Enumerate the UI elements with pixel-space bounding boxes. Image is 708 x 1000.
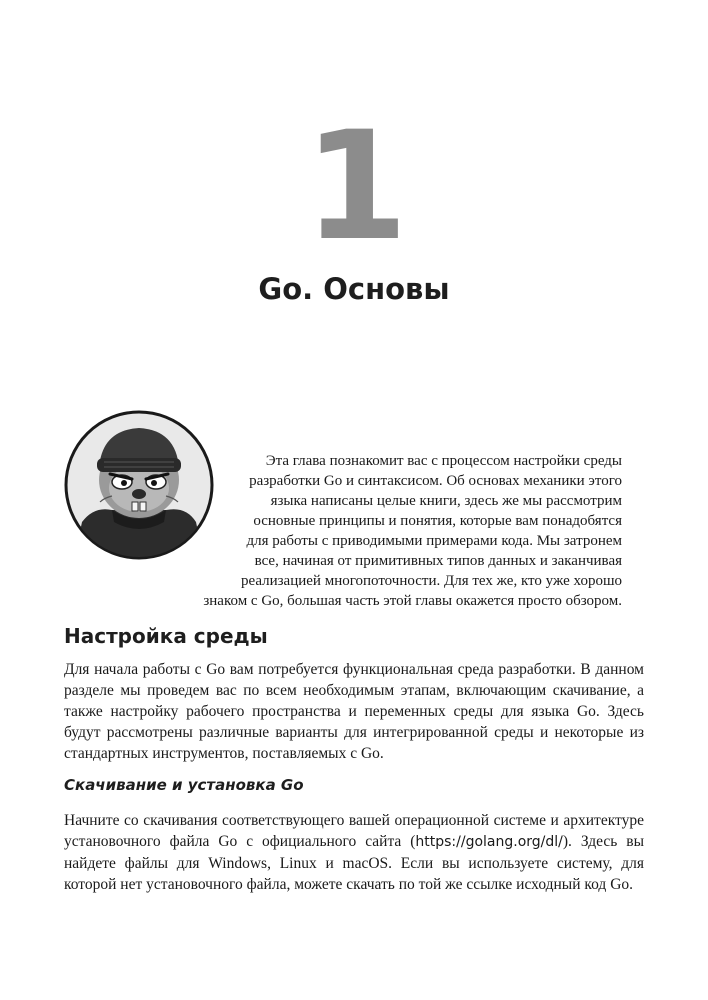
intro-line: основные принципы и понятия, которые вам понадобятся (253, 513, 622, 529)
intro-line: реализацией многопоточности. Для тех же, кто уже хорошо (240, 573, 622, 589)
intro-line: знаком с Go, большая часть этой главы окажется просто обзором. (203, 593, 622, 609)
section-heading: Настройка среды (64, 624, 268, 648)
chapter-title: Go. Основы (258, 272, 450, 306)
intro-line: разработки Go и синтаксисом. Об основах механики этого (249, 473, 622, 489)
intro-line: для работы с приводимыми примерами кода. Мы затронем (246, 533, 622, 549)
chapter-number: 1 (303, 100, 405, 274)
gopher-mascot-illustration (64, 410, 214, 560)
download-url-link[interactable]: https://golang.org/dl/ (415, 834, 563, 850)
paragraph-text: Начните со скачивания соответствующего вашей операционной системе и архитектуре установочного файла Go с официального сайта ( (64, 812, 644, 850)
intro-line: Эта глава познакомит вас с процессом настройки среды (265, 453, 622, 469)
intro-line: языка написаны целые книги, здесь же мы рассмотрим (270, 493, 622, 509)
subsection-heading: Скачивание и установка Go (64, 776, 304, 794)
paragraph-text: ). Здесь вы найдете файлы для Windows, Linux и macOS. Если вы используете систему, для которой нет установочного файла, можете скачать по той же ссылке исходный код Go. (64, 833, 644, 893)
subsection-paragraph (64, 810, 644, 895)
section-paragraph: Для начала работы с Go вам потребуется функциональная среда разработки. В данном разделе мы проведем вас по всем необходимым этапам, включающим скачивание, а также настройку рабочего пространства и переменных среды для языка Go. Здесь будут рассмотрены различные варианты для интегрированной среды и некоторые из стандартных инструментов, поставляемых с Go. (64, 661, 644, 762)
intro-line: все, начиная от примитивных типов данных и заканчивая (254, 553, 622, 569)
